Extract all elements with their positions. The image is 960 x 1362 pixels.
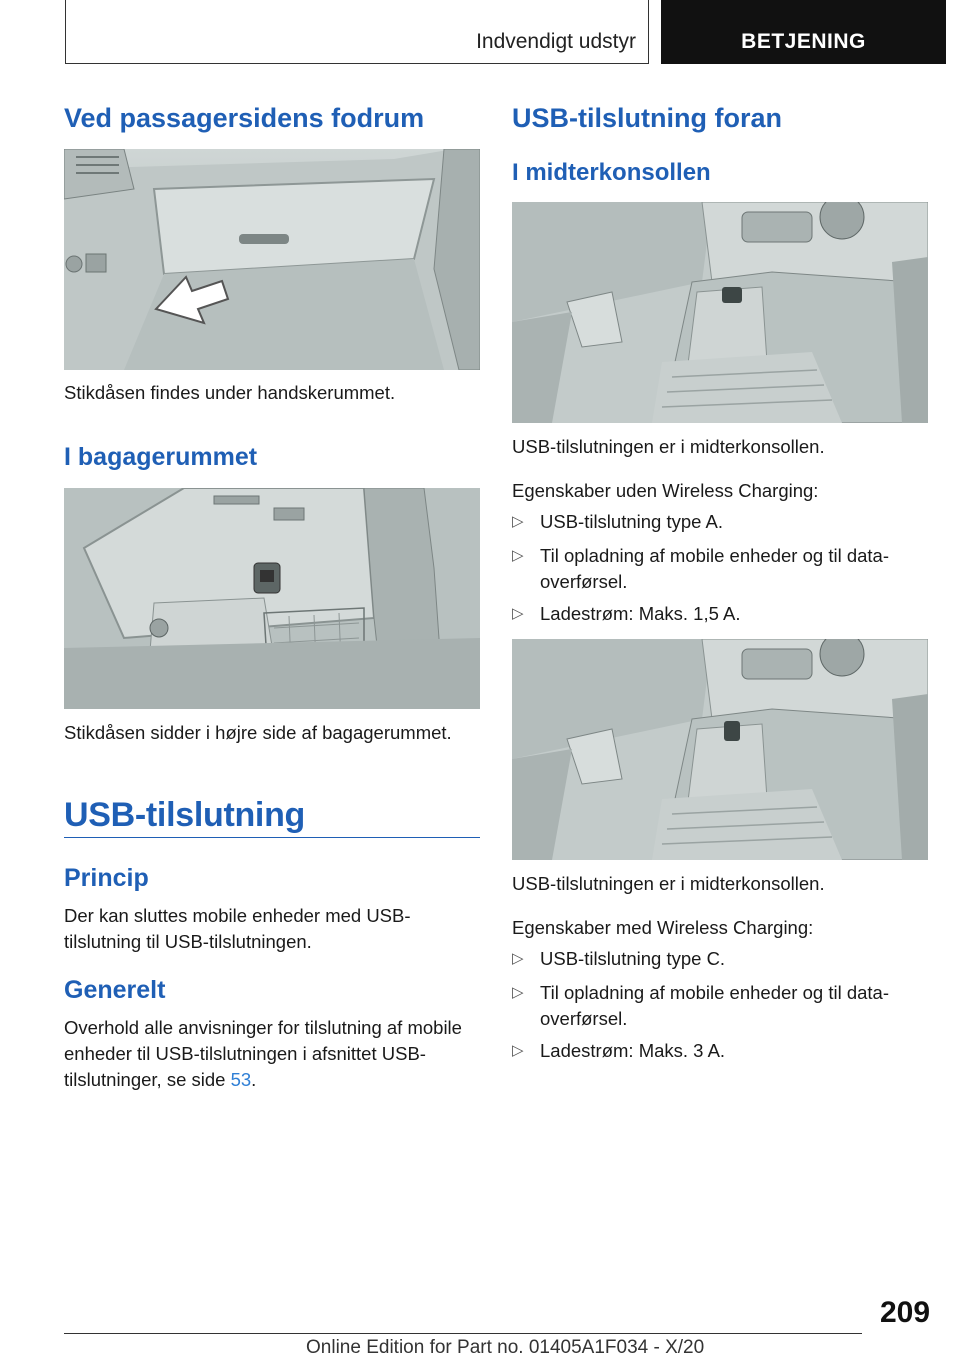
principle-text: Der kan sluttes mobile enheder med USB-tilslutning til USB-tilslutningen. <box>64 905 411 952</box>
caption-trunk: Stikdåsen sidder i højre side af bagagerummet. <box>64 722 452 743</box>
intro-with-wireless: Egenskaber med Wireless Charging: <box>512 917 814 938</box>
caption-console-2: USB-tilslutningen er i midterkonsollen. <box>512 873 825 894</box>
page-link[interactable]: 53 <box>230 1069 252 1090</box>
bullet-text: Til opladning af mobile enheder og til data-overførsel. <box>540 982 889 1029</box>
intro-without-wireless: Egenskaber uden Wireless Charging: <box>512 480 819 501</box>
page-number: 209 <box>880 1296 931 1329</box>
photo-console-1 <box>512 202 928 423</box>
heading-rule <box>64 837 480 838</box>
footer-rule <box>64 1333 862 1334</box>
general-text-body: Overhold alle anvisninger for tilslutning af mobile enheder til USB-tilslutningen i afsnittet USB-tilslutninger, se side <box>64 1017 462 1090</box>
bullet-triangle-icon: ▷ <box>512 605 524 622</box>
heading-trunk: I bagagerummet <box>64 443 258 471</box>
bullet-triangle-icon: ▷ <box>512 513 524 530</box>
chapter-tab <box>661 0 946 64</box>
bullet-text: Til opladning af mobile enheder og til data-overførsel. <box>540 545 889 592</box>
heading-footwell: Ved passagersidens fodrum <box>64 103 425 133</box>
heading-usb: USB-tilslutning <box>64 796 306 834</box>
footer-edition: Online Edition for Part no. 01405A1F034 - X/20 <box>306 1337 705 1358</box>
bullet-text: Ladestrøm: Maks. 1,5 A. <box>540 603 741 624</box>
photo-trunk <box>64 488 480 709</box>
bullet-triangle-icon: ▷ <box>512 950 524 967</box>
bullet-triangle-icon: ▷ <box>512 547 524 564</box>
photo-console-2 <box>512 639 928 860</box>
bullet-text: USB-tilslutning type C. <box>540 948 726 969</box>
caption-console-1: USB-tilslutningen er i midterkonsollen. <box>512 436 825 457</box>
heading-general: Generelt <box>64 976 166 1004</box>
heading-console: I midterkonsollen <box>512 159 711 186</box>
chapter-tab-label: BETJENING <box>741 30 866 53</box>
bullet-triangle-icon: ▷ <box>512 1042 524 1059</box>
general-text <box>64 1015 480 1093</box>
section-tab-label: Indvendigt udstyr <box>476 30 636 53</box>
heading-principle: Princip <box>64 864 149 892</box>
general-text-end: . <box>251 1069 257 1090</box>
section-tab <box>65 0 649 64</box>
photo-glovebox <box>64 149 480 370</box>
heading-front: USB-tilslutning foran <box>512 103 782 133</box>
caption-footwell: Stikdåsen findes under handskerummet. <box>64 382 396 403</box>
bullet-triangle-icon: ▷ <box>512 984 524 1001</box>
bullet-text: USB-tilslutning type A. <box>540 511 724 532</box>
bullet-text: Ladestrøm: Maks. 3 A. <box>540 1040 726 1061</box>
